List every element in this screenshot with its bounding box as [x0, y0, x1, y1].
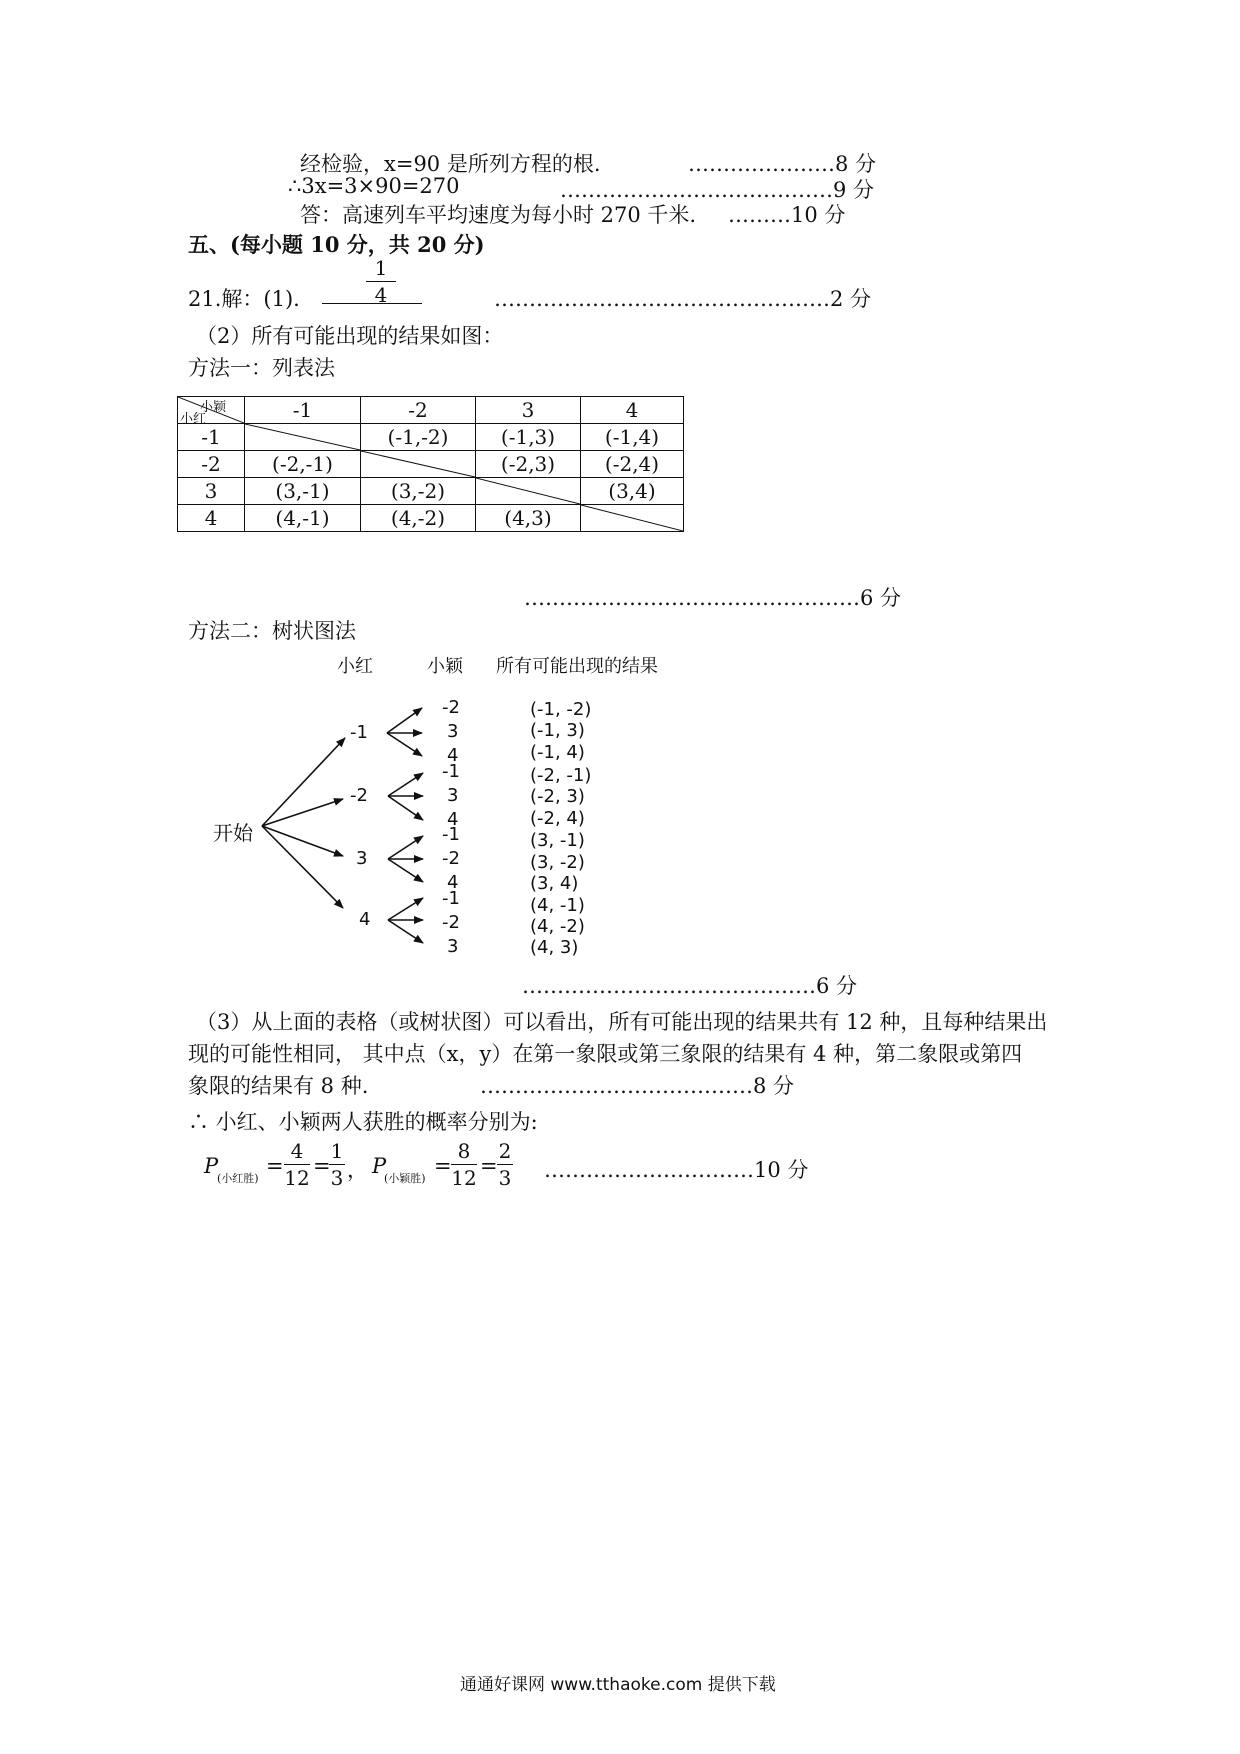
- page-footer: 通通好课网 www.tthaoke.com 提供下载: [460, 1675, 776, 1695]
- score-8-marker: …………………8 分: [688, 152, 877, 176]
- prob-red-fraction-1: [284, 1141, 310, 1188]
- prob-ying-label: P: [372, 1154, 387, 1178]
- tree-level2-node: -2: [442, 848, 460, 869]
- table-cell: (3,4): [581, 478, 684, 505]
- equals-sign: =: [480, 1154, 498, 1178]
- table-cell: (-2,3): [476, 451, 581, 478]
- part3-line1: （3）从上面的表格（或树状图）可以看出，所有可能出现的结果共有 12 种，且每种结果出: [196, 1010, 1048, 1034]
- tree-level2-node: 4: [447, 809, 459, 830]
- calculation-line: ∴3x=3×90=270: [288, 174, 460, 198]
- tree-header-results: 所有可能出现的结果: [496, 656, 658, 677]
- fraction-bar: [451, 1164, 477, 1165]
- score-10-marker: ………10 分: [728, 203, 846, 227]
- row-header: -1: [178, 424, 245, 451]
- equals-sign: =: [434, 1154, 452, 1178]
- fraction-denominator: 3: [330, 1166, 344, 1190]
- prob-red-fraction-2: [329, 1141, 345, 1188]
- tree-level2-node: -1: [442, 888, 460, 909]
- tree-level2-node: -1: [442, 824, 460, 845]
- tree-level2-node: -2: [442, 912, 460, 933]
- table-cell: (3,-1): [245, 478, 361, 505]
- tree-level1-node: 3: [356, 848, 368, 869]
- fraction-denominator: 12: [451, 1166, 477, 1190]
- equals-sign: =: [266, 1154, 284, 1178]
- score-8-marker-part3: …………………………………8 分: [480, 1074, 795, 1098]
- corner-label-top: 小颖: [200, 400, 227, 415]
- verification-line: 经检验，x=90 是所列方程的根.: [300, 152, 601, 176]
- part3-line3: 象限的结果有 8 种.: [188, 1074, 369, 1098]
- tree-result: (4, -2): [530, 916, 585, 937]
- table-cell: (-1,-2): [361, 424, 476, 451]
- tree-result: (4, -1): [530, 895, 585, 916]
- tree-start: 开始: [213, 821, 253, 845]
- fraction-denominator: 12: [284, 1166, 310, 1190]
- score-6-marker-method2: ……………………………………6 分: [522, 974, 858, 998]
- tree-result: (-2, -1): [530, 765, 592, 786]
- tree-header-xiaoying: 小颖: [427, 656, 463, 677]
- equals-sign: =: [313, 1154, 331, 1178]
- tree-level1-node: -1: [350, 722, 368, 743]
- answer-line: 答：高速列车平均速度为每小时 270 千米.: [300, 203, 697, 227]
- prob-red-subscript: (小红胜): [217, 1172, 259, 1185]
- row-header: -2: [178, 451, 245, 478]
- corner-label-bottom: 小红: [180, 412, 207, 427]
- table-cell: (-2,4): [581, 451, 684, 478]
- prob-ying-subscript: (小颖胜): [384, 1172, 426, 1185]
- table-cell: (3,-2): [361, 478, 476, 505]
- tree-result: (-2, 4): [530, 808, 585, 829]
- tree-result: (-1, 4): [530, 742, 585, 763]
- prob-ying-fraction-2: [497, 1141, 513, 1188]
- tree-level2-node: -2: [442, 697, 460, 718]
- col-header: 4: [581, 397, 684, 424]
- fraction-numerator: 8: [457, 1139, 471, 1163]
- q21-part2-intro: （2）所有可能出现的结果如图：: [196, 324, 504, 348]
- fraction-bar: [329, 1164, 345, 1165]
- fraction-bar: [284, 1164, 310, 1165]
- score-9-marker: …………………………………9 分: [560, 178, 875, 202]
- tree-result: (3, 4): [530, 873, 579, 894]
- prob-red-label: P: [204, 1154, 219, 1178]
- tree-level2-node: 4: [447, 872, 459, 893]
- col-header: 3: [476, 397, 581, 424]
- fraction-denominator: 4: [374, 283, 388, 307]
- tree-result: (4, 3): [530, 937, 579, 958]
- tree-level1-node: -2: [350, 785, 368, 806]
- row-header: 3: [178, 478, 245, 505]
- tree-level1-node: 4: [359, 909, 371, 930]
- comma-separator: ，: [347, 1158, 368, 1182]
- part3-line2: 现的可能性相同， 其中点（x，y）在第一象限或第三象限的结果有 4 种，第二象限或第四: [188, 1042, 1023, 1066]
- fraction-bar: [497, 1164, 513, 1165]
- tree-result: (3, -1): [530, 830, 585, 851]
- method2-title: 方法二：树状图法: [188, 619, 356, 643]
- score-2-marker: …………………………………………2 分: [494, 287, 872, 311]
- fraction-numerator: 1: [374, 256, 388, 280]
- table-cell: (4,-1): [245, 505, 361, 532]
- row-header: 4: [178, 505, 245, 532]
- tree-level2-node: -1: [442, 761, 460, 782]
- section-heading: 五、(每小题 10 分，共 20 分): [188, 232, 485, 257]
- prob-ying-fraction-1: [451, 1141, 477, 1188]
- score-6-marker-method1: …………………………………………6 分: [524, 586, 902, 610]
- table-cell: (-2,-1): [245, 451, 361, 478]
- col-header: -2: [361, 397, 476, 424]
- tree-level2-node: 3: [447, 721, 459, 742]
- tree-header-xiaohong: 小红: [337, 656, 373, 677]
- table-cell: (4,3): [476, 505, 581, 532]
- col-header: -1: [245, 397, 361, 424]
- table-cell: (-1,3): [476, 424, 581, 451]
- fraction-numerator: 4: [290, 1139, 304, 1163]
- tree-result: (3, -2): [530, 852, 585, 873]
- table-cell: (4,-2): [361, 505, 476, 532]
- score-10-marker-final: …………………………10 分: [544, 1158, 809, 1182]
- fraction-numerator: 2: [498, 1139, 512, 1163]
- tree-result: (-1, 3): [530, 720, 585, 741]
- q21-part1-prefix: 21.解：(1).: [188, 287, 300, 311]
- conclusion-line: ∴ 小红、小颖两人获胜的概率分别为:: [188, 1110, 538, 1134]
- table-cell: (-1,4): [581, 424, 684, 451]
- fraction-numerator: 1: [330, 1139, 344, 1163]
- tree-result: (-1, -2): [530, 699, 592, 720]
- tree-level2-node: 4: [447, 745, 459, 766]
- tree-level2-node: 3: [447, 936, 459, 957]
- tree-result: (-2, 3): [530, 786, 585, 807]
- method1-title: 方法一：列表法: [188, 356, 335, 380]
- tree-level2-node: 3: [447, 785, 459, 806]
- fraction-denominator: 3: [498, 1166, 512, 1190]
